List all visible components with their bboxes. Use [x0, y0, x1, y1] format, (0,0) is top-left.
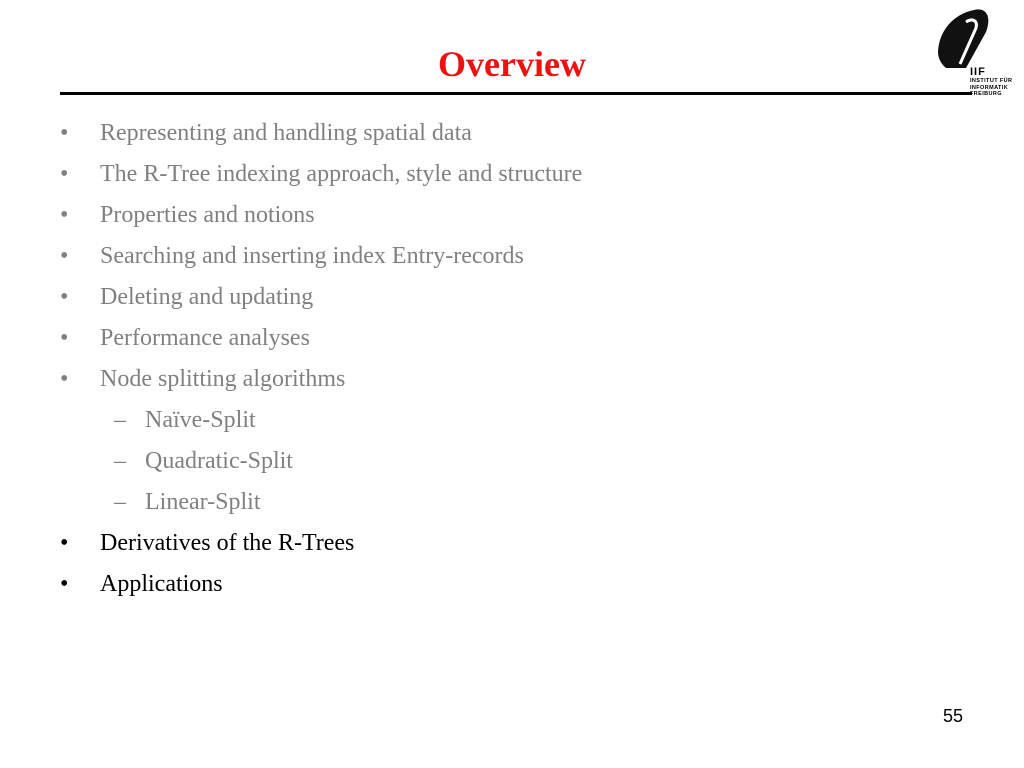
- bullet-marker: •: [60, 120, 69, 146]
- list-item-text: Applications: [100, 571, 223, 597]
- list-item-text: The R-Tree indexing approach, style and structure: [100, 161, 583, 187]
- logo-abbreviation: IIF: [970, 66, 986, 78]
- list-item-text: Properties and notions: [100, 202, 315, 228]
- title-divider: [60, 92, 972, 95]
- bullet-marker: •: [60, 325, 69, 351]
- list-item-text: Representing and handling spatial data: [100, 120, 472, 146]
- list-item-text: Searching and inserting index Entry-records: [100, 243, 524, 269]
- list-item-text: Node splitting algorithms: [100, 366, 346, 392]
- bullet-marker: •: [60, 284, 69, 310]
- bullet-marker: •: [60, 366, 69, 392]
- sub-list-item-text: Naïve-Split: [145, 407, 256, 433]
- bullet-marker: •: [60, 202, 69, 228]
- logo-line: INSTITUT FÜR: [970, 78, 1013, 84]
- dash-marker: –: [114, 489, 126, 515]
- bullet-marker: •: [60, 571, 69, 597]
- iif-logo: [936, 8, 1016, 97]
- bullet-marker: •: [60, 530, 69, 556]
- list-item-text: Performance analyses: [100, 325, 310, 351]
- sub-list-item-text: Quadratic-Split: [145, 448, 293, 474]
- bullet-marker: •: [60, 161, 69, 187]
- slide-title: Overview: [438, 44, 586, 84]
- logo-line: FREIBURG: [970, 91, 1002, 97]
- logo-line: INFORMATIK: [970, 84, 1009, 91]
- slide-number: 55: [942, 706, 963, 726]
- list-item-text: Deleting and updating: [100, 284, 314, 310]
- list-item-text: Derivatives of the R-Trees: [100, 530, 355, 556]
- sub-list-item-text: Linear-Split: [145, 489, 261, 515]
- dash-marker: –: [114, 448, 126, 474]
- bullet-marker: •: [60, 243, 69, 269]
- dash-marker: –: [114, 407, 126, 433]
